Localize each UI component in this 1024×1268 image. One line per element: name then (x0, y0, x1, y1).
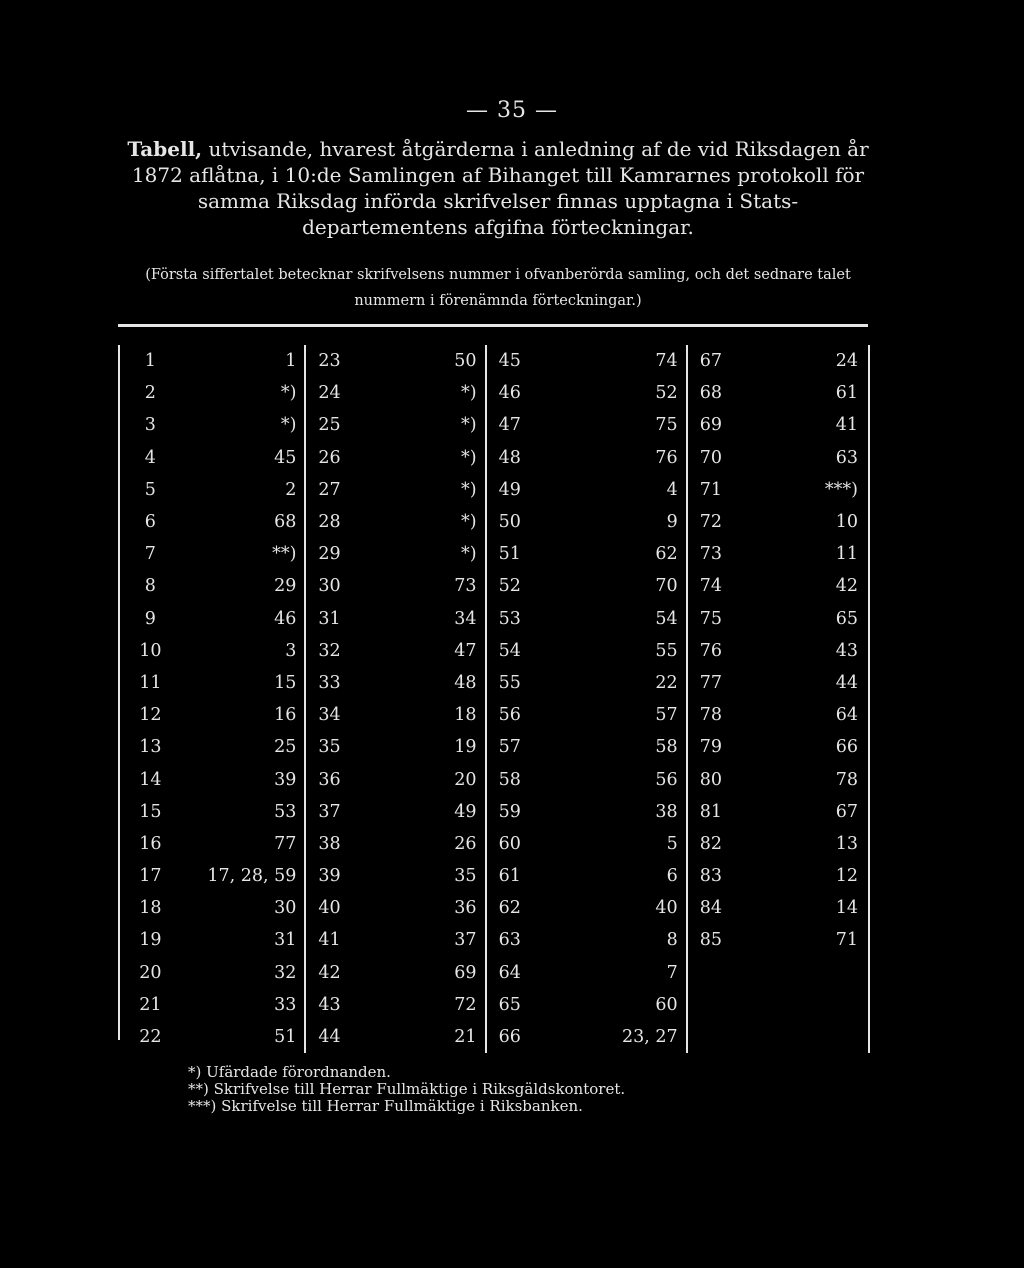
table-cell: 23, 27 (622, 1027, 678, 1048)
table-cell: 68 (274, 512, 297, 533)
table-cell: 46 (486, 377, 583, 409)
table-cell: 74 (655, 351, 678, 372)
table-cell: 24 (784, 345, 869, 377)
table-cell: 36 (305, 763, 402, 795)
table-cell: 63 (784, 442, 869, 474)
table-cell: ***) (784, 474, 869, 506)
table-cell: 3 (144, 415, 156, 436)
table-cell: 32 (274, 962, 297, 983)
table-cell: 51 (486, 538, 583, 570)
table-cell: 12 (139, 705, 162, 726)
table-cell: 26 (454, 833, 477, 854)
table-cell: 28 (305, 506, 402, 538)
table-cell (784, 1021, 869, 1053)
table-cell: 26 (305, 442, 402, 474)
table-cell: 31 (274, 930, 297, 951)
table-cell: 71 (687, 474, 784, 506)
table-cell: 57 (655, 705, 678, 726)
table-cell: 21 (139, 994, 162, 1015)
table-cell: *) (461, 512, 477, 533)
table-cell: 52 (655, 383, 678, 404)
table-row (120, 603, 869, 635)
table-cell: 31 (305, 603, 402, 635)
table-cell: 13 (139, 737, 162, 758)
table-cell: 14 (139, 769, 162, 790)
table-cell (687, 1021, 784, 1053)
table-cell: 21 (454, 1027, 477, 1048)
table-cell: *) (280, 415, 297, 436)
table-cell: 42 (784, 570, 869, 602)
table-cell: 78 (784, 763, 869, 795)
table-cell: 37 (454, 930, 477, 951)
table-cell: 20 (139, 962, 162, 983)
table-cell: 65 (784, 603, 869, 635)
table-cell: 7 (666, 962, 678, 983)
table-cell: 49 (486, 474, 583, 506)
table-cell: 22 (655, 672, 678, 693)
table-cell: 5 (144, 479, 156, 500)
table-cell: 9 (666, 512, 678, 533)
table-cell: 15 (274, 672, 297, 693)
table-subtitle: (Första siffertalet betecknar skrifvelsens nummer i ofvanberörda samling, och det sednare talet nummern i förenämnda förteckningar.) (145, 267, 851, 309)
table-cell: 6 (144, 512, 156, 533)
table-cell: 74 (687, 570, 784, 602)
table-cell: 17 (139, 866, 162, 887)
table-cell: 64 (784, 699, 869, 731)
table-cell: 36 (454, 898, 477, 919)
table-cell: 44 (305, 1021, 402, 1053)
table-cell: 5 (666, 833, 678, 854)
table-cell: 61 (784, 377, 869, 409)
table-row (120, 474, 869, 506)
table-cell: 2 (144, 383, 156, 404)
table-cell: 57 (486, 731, 583, 763)
table-row (120, 570, 869, 602)
table-cell: 67 (784, 796, 869, 828)
table-cell: 24 (305, 377, 402, 409)
table-cell: 1 (285, 351, 297, 372)
table-cell: *) (461, 479, 477, 500)
table-cell: 8 (666, 930, 678, 951)
table-cell: 58 (655, 737, 678, 758)
table-cell: 18 (139, 898, 162, 919)
table-row (120, 892, 869, 924)
table-cell: 80 (687, 763, 784, 795)
table-cell: 16 (274, 705, 297, 726)
table-cell: 72 (454, 994, 477, 1015)
table-cell: 15 (139, 801, 162, 822)
table-cell: 39 (274, 769, 297, 790)
table-cell: 11 (784, 538, 869, 570)
table-cell: 75 (655, 415, 678, 436)
table-cell: 13 (784, 828, 869, 860)
table-cell: 58 (486, 763, 583, 795)
table-cell: 47 (486, 409, 583, 441)
table-cell: 70 (687, 442, 784, 474)
table-cell: 53 (274, 801, 297, 822)
table-row (120, 442, 869, 474)
table-cell: 16 (139, 833, 162, 854)
table-cell: 72 (687, 506, 784, 538)
table-cell: 84 (687, 892, 784, 924)
table-cell: 82 (687, 828, 784, 860)
table-cell: 22 (139, 1027, 162, 1048)
table-cell: 7 (144, 544, 156, 565)
table-cell (687, 989, 784, 1021)
table-cell (784, 957, 869, 989)
table-row (120, 989, 869, 1021)
table-cell: 18 (454, 705, 477, 726)
table-cell: 69 (687, 409, 784, 441)
table-row (120, 731, 869, 763)
table-cell: 33 (274, 994, 297, 1015)
table-row (120, 860, 869, 892)
table-cell: 47 (454, 640, 477, 661)
table-cell: 19 (139, 930, 162, 951)
title-text: utvisande, hvarest åtgärderna i anledning af de vid Riksdagen år 1872 aflåtna, i 10:de Samlingen af Bihanget till Kamrarnes protokoll för samma Riksdag införda skrifvelser finnas upptagna i Stats-departementens afgifna förteckningar. (131, 137, 869, 239)
table-cell: *) (461, 447, 477, 468)
table-cell: 73 (687, 538, 784, 570)
table-cell: 60 (486, 828, 583, 860)
table-cell: 30 (274, 898, 297, 919)
table-cell: 54 (486, 635, 583, 667)
table-cell: 37 (305, 796, 402, 828)
table-cell: 81 (687, 796, 784, 828)
table-cell: 45 (486, 345, 583, 377)
table-cell: **) (272, 544, 297, 565)
table-cell: 67 (687, 345, 784, 377)
table-cell: 71 (784, 924, 869, 956)
table-cell: 45 (274, 447, 297, 468)
title-lead: Tabell, (127, 137, 203, 161)
table-cell: 35 (454, 866, 477, 887)
table-cell: 20 (454, 769, 477, 790)
table-cell: 40 (305, 892, 402, 924)
table-cell: 39 (305, 860, 402, 892)
table-cell: 25 (305, 409, 402, 441)
table-cell: 79 (687, 731, 784, 763)
table-cell: 50 (454, 351, 477, 372)
table-cell: 40 (655, 898, 678, 919)
table-cell: *) (461, 544, 477, 565)
table-cell: 65 (486, 989, 583, 1021)
table-cell: 60 (655, 994, 678, 1015)
table-cell: 83 (687, 860, 784, 892)
table-cell: 14 (784, 892, 869, 924)
table-cell: 69 (454, 962, 477, 983)
footnotes (188, 1064, 788, 1115)
table-cell: 55 (655, 640, 678, 661)
table-row (120, 345, 869, 377)
table-cell: 68 (687, 377, 784, 409)
table-row (120, 377, 869, 409)
table-cell: 44 (784, 667, 869, 699)
table-cell: 19 (454, 737, 477, 758)
table-cell: 10 (139, 640, 162, 661)
table-cell: 55 (486, 667, 583, 699)
table-cell: 9 (144, 608, 156, 629)
number-table (120, 345, 870, 1053)
table-row (120, 699, 869, 731)
table-cell: 54 (655, 608, 678, 629)
table-cell: 66 (784, 731, 869, 763)
table-cell: 17, 28, 59 (207, 866, 297, 887)
table-cell: 42 (305, 957, 402, 989)
table-cell (784, 989, 869, 1021)
table-cell: 49 (454, 801, 477, 822)
table-row (120, 1021, 869, 1053)
table-cell: 77 (687, 667, 784, 699)
table-cell: 27 (305, 474, 402, 506)
table-cell: 25 (274, 737, 297, 758)
table-row (120, 796, 869, 828)
table-row (120, 924, 869, 956)
table-cell (687, 957, 784, 989)
table-cell: 38 (305, 828, 402, 860)
table-cell: 34 (305, 699, 402, 731)
table-row (120, 763, 869, 795)
table-cell: 29 (305, 538, 402, 570)
table-cell: 59 (486, 796, 583, 828)
table-cell: 41 (784, 409, 869, 441)
table-cell: 76 (655, 447, 678, 468)
table-cell: 66 (486, 1021, 583, 1053)
table-body (120, 345, 869, 1053)
table-cell: 33 (305, 667, 402, 699)
table-cell: 23 (305, 345, 402, 377)
table-cell: 62 (655, 544, 678, 565)
table-cell: *) (461, 415, 477, 436)
table-cell: 1 (144, 351, 156, 372)
table-cell: *) (280, 383, 297, 404)
table-cell: 48 (486, 442, 583, 474)
page-number: — 35 — (466, 98, 558, 123)
table-cell: 76 (687, 635, 784, 667)
table-cell: 46 (274, 608, 297, 629)
table-cell: 34 (454, 608, 477, 629)
table-cell: 61 (486, 860, 583, 892)
table-cell: 4 (144, 447, 156, 468)
table-row (120, 506, 869, 538)
table-cell: 50 (486, 506, 583, 538)
table-cell: 12 (784, 860, 869, 892)
table-cell: 52 (486, 570, 583, 602)
table-row (120, 409, 869, 441)
table-cell: 78 (687, 699, 784, 731)
table-row (120, 957, 869, 989)
table-cell: *) (461, 383, 477, 404)
table-cell: 6 (666, 866, 678, 887)
table-cell: 85 (687, 924, 784, 956)
table-title (118, 136, 878, 240)
table-cell: 62 (486, 892, 583, 924)
table-cell: 48 (454, 672, 477, 693)
table-cell: 56 (655, 769, 678, 790)
table-cell: 75 (687, 603, 784, 635)
table-row (120, 635, 869, 667)
table-cell: 32 (305, 635, 402, 667)
table-cell: 51 (274, 1027, 297, 1048)
table-cell: 43 (784, 635, 869, 667)
footnote: **) Skrifvelse till Herrar Fullmäktige i Riksgäldskontoret. (188, 1080, 626, 1098)
table-cell: 53 (486, 603, 583, 635)
table-row (120, 828, 869, 860)
table-cell: 29 (274, 576, 297, 597)
table-cell: 4 (666, 479, 678, 500)
table-cell: 43 (305, 989, 402, 1021)
table-cell: 73 (454, 576, 477, 597)
table-cell: 64 (486, 957, 583, 989)
table-cell: 56 (486, 699, 583, 731)
table-row (120, 667, 869, 699)
table-cell: 77 (274, 833, 297, 854)
table-cell: 3 (285, 640, 297, 661)
table-cell: 11 (139, 672, 162, 693)
table-cell: 10 (784, 506, 869, 538)
table-cell: 2 (285, 479, 297, 500)
table-cell: 38 (655, 801, 678, 822)
footnote: ***) Skrifvelse till Herrar Fullmäktige i Riksbanken. (188, 1097, 583, 1115)
table-cell: 41 (305, 924, 402, 956)
footnote: *) Ufärdade förordnanden. (188, 1063, 391, 1081)
table-cell: 30 (305, 570, 402, 602)
top-rule (118, 324, 868, 327)
table-cell: 35 (305, 731, 402, 763)
table-row (120, 538, 869, 570)
table-cell: 8 (144, 576, 156, 597)
table-cell: 63 (486, 924, 583, 956)
table-cell: 70 (655, 576, 678, 597)
